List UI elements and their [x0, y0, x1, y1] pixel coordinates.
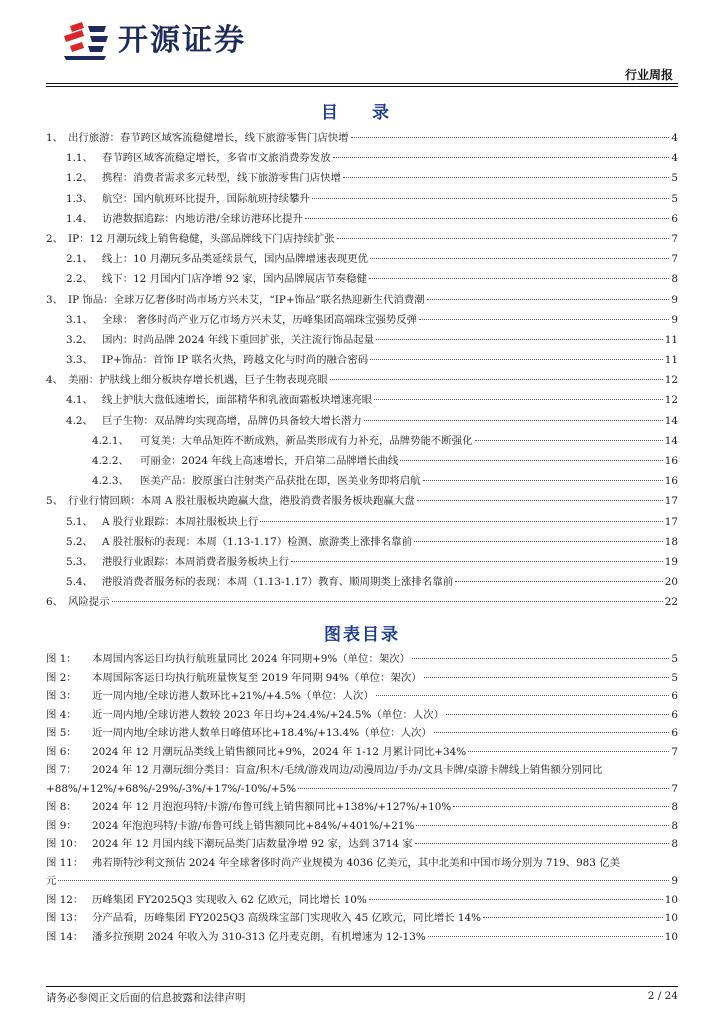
footer-disclaimer: 请务必参阅正文后面的信息披露和法律声明	[46, 992, 246, 1004]
toc-entry-number: 4.2.1、	[92, 434, 129, 447]
figure-entry[interactable]	[46, 724, 678, 743]
toc-entry-title: 可复美：大单品矩阵不断成熟，新品类形成有力补充，品牌势能不断强化	[140, 434, 473, 447]
toc-leader-dots	[260, 521, 662, 522]
logo-mark-icon	[60, 20, 112, 62]
figure-label: 图 7：	[46, 764, 77, 776]
figure-page: 6	[671, 708, 678, 721]
toc-entry-title: 可丽金：2024 年线上高速增长，开启第二品牌增长曲线	[140, 455, 399, 467]
toc-leader-dots	[414, 541, 663, 542]
figure-entry[interactable]	[46, 650, 678, 669]
figure-label: 图 6：	[46, 745, 77, 758]
toc-entry-number: 5、	[46, 495, 64, 508]
toc-entry-page: 18	[664, 535, 678, 548]
figure-leader-dots	[428, 936, 663, 937]
figure-entry[interactable]	[46, 928, 678, 947]
figure-label: 图 1：	[46, 653, 77, 665]
toc-entry-page: 4	[671, 132, 678, 144]
toc-leader-dots	[370, 258, 669, 259]
footer-divider	[46, 986, 678, 987]
figure-entry[interactable]	[46, 687, 678, 706]
figure-entry[interactable]	[46, 835, 678, 854]
toc-entry-title: 港股消费者服务标的表现：本周（1.13-1.17）教育、顺周期类上涨排名靠前	[102, 576, 454, 589]
brand-name: 开源证券	[118, 23, 246, 58]
toc-entry[interactable]	[46, 471, 678, 491]
figure-page: 10	[664, 930, 678, 943]
toc-entry-title: 医美产品：胶原蛋白注射类产品获批在即，医美业务即将启航	[140, 475, 421, 488]
figure-page: 6	[671, 727, 678, 739]
toc-entry[interactable]	[46, 209, 678, 229]
figure-label: 图 10：	[46, 838, 84, 850]
figure-page: 9	[671, 875, 678, 887]
toc-leader-dots	[376, 339, 663, 340]
toc-entry-page: 17	[664, 515, 678, 528]
toc-entry-page: 8	[671, 273, 678, 286]
toc-leader-dots	[312, 198, 670, 199]
toc-entry-page: 7	[671, 232, 678, 245]
toc-entry-page: 20	[664, 576, 678, 589]
figure-page: 10	[664, 893, 678, 906]
figure-page: 8	[671, 819, 678, 832]
toc-entry-page: 22	[664, 596, 678, 609]
toc-entry-title: IP+饰品：首饰 IP 联名火热，跨越文化与时尚的融合密码	[102, 354, 369, 367]
toc-leader-dots	[423, 480, 663, 481]
figure-page: 7	[671, 782, 678, 795]
figure-caption: 2024 年 12 月潮玩细分类目：盲盒/积木/毛绒/游戏周边/动漫周边/手办/文具卡牌/桌游卡牌线上销售额分别同比	[92, 764, 603, 776]
toc-entry[interactable]	[46, 189, 678, 209]
toc-entry[interactable]	[46, 128, 678, 148]
toc-leader-dots	[370, 359, 663, 360]
header-divider	[46, 83, 678, 84]
toc-entry-page: 12	[664, 374, 678, 387]
toc-leader-dots	[427, 299, 670, 300]
toc-entry-number: 4、	[46, 374, 64, 387]
toc-entry-number: 2.1、	[66, 253, 93, 266]
toc-entry[interactable]	[46, 249, 678, 269]
toc-leader-dots	[333, 157, 670, 158]
figure-caption: 2024 年泡泡玛特/卡游/布鲁可线上销售额同比+84%/+401%/+21%	[92, 819, 415, 832]
figure-entry[interactable]	[46, 817, 678, 836]
toc-leader-dots	[305, 218, 669, 219]
toc-entry-title: A 股社服标的表现：本周（1.13-1.17）检测、旅游类上涨排名靠前	[102, 535, 412, 548]
toc-entry-title: 风险提示	[68, 596, 110, 609]
figure-leader-dots	[446, 714, 669, 715]
toc-entry-title: IP 饰品：全球万亿奢侈时尚市场方兴未艾，“IP+饰品”联名热迎新生代消费潮	[68, 293, 425, 306]
toc-title: 目 录	[321, 103, 403, 123]
figure-leader-dots	[434, 732, 670, 733]
toc-leader-dots	[364, 420, 663, 421]
toc-entry-number: 2.2、	[66, 273, 93, 286]
figure-caption-continued: 元	[46, 875, 57, 887]
toc-entry-number: 1.4、	[66, 212, 93, 225]
toc-entry-title: 出行旅游：春节跨区域客流稳健增长，线下旅游零售门店快增	[68, 132, 349, 144]
figure-caption: 2024 年 12 月潮玩品类线上销售额同比+9%，2024 年 1-12 月累计同比+34%	[92, 745, 467, 758]
toc-entry[interactable]	[46, 411, 678, 431]
figure-leader-dots	[483, 917, 663, 918]
toc-entry[interactable]	[46, 148, 678, 168]
toc-entry-page: 9	[671, 293, 678, 306]
figure-caption: 近一周内地/全球访港人数环比+21%/+4.5%（单位：人次）	[92, 690, 374, 702]
toc-entry[interactable]	[46, 168, 678, 188]
figure-label: 图 5：	[46, 727, 77, 739]
figure-label: 图 3：	[46, 690, 77, 702]
page-header	[0, 0, 724, 90]
toc-entry-number: 5.1、	[66, 515, 93, 528]
figure-entry[interactable]	[46, 743, 678, 762]
toc-entry-number: 5.3、	[66, 555, 93, 568]
figure-page: 5	[671, 671, 678, 684]
toc-entry-number: 3.3、	[66, 354, 93, 367]
figure-leader-dots	[416, 825, 669, 826]
toc-entry-number: 4.2.3、	[92, 475, 129, 488]
toc-entry-title: 巨子生物：双品牌均实现高增，品牌仍具备较大增长潜力	[102, 414, 362, 427]
figure-leader-dots	[424, 677, 670, 678]
figure-label: 图 12：	[46, 893, 84, 906]
toc-entry-page: 9	[671, 313, 678, 326]
toc-entry-page: 14	[664, 414, 678, 427]
toc-entry-number: 5.4、	[66, 576, 93, 589]
figure-leader-dots	[412, 658, 669, 659]
figure-entry[interactable]	[46, 706, 678, 725]
toc-entry[interactable]	[46, 572, 678, 592]
figure-page: 7	[671, 745, 678, 758]
figure-label: 图 8：	[46, 801, 77, 813]
figure-entry[interactable]	[46, 891, 678, 910]
toc-entry-page: 16	[664, 475, 678, 488]
figure-entry[interactable]	[46, 854, 678, 891]
toc-leader-dots	[419, 319, 669, 320]
toc-leader-dots	[330, 379, 663, 380]
figure-leader-dots	[298, 788, 669, 789]
page-number: 2 / 24	[647, 990, 678, 1002]
toc-entry-number: 3.2、	[66, 333, 93, 346]
toc-entry-title: 线上护肤大盘低速增长，面部精华和乳液面霜板块增速亮眼	[102, 394, 373, 407]
toc-entry-number: 1、	[46, 132, 64, 144]
figure-label: 图 14：	[46, 930, 84, 943]
figures-title: 图表目录	[324, 625, 400, 645]
figure-leader-dots	[369, 899, 663, 900]
toc-entry-title: 美丽：护肤线上细分板块存增长机遇，巨子生物表现亮眼	[68, 374, 328, 387]
toc-leader-dots	[291, 561, 663, 562]
toc-entry-page: 5	[671, 192, 678, 205]
figure-caption: 分产品看，历峰集团 FY2025Q3 高级珠宝部门实现收入 45 亿欧元，同比增长 14%	[92, 912, 482, 924]
toc-entry-title: 行业行情回顾：本周 A 股社服板块跑赢大盘，港股消费者服务板块跑赢大盘	[68, 495, 415, 508]
toc-entry-page: 5	[671, 172, 678, 185]
figure-caption: 潘多拉预期 2024 年收入为 310-313 亿丹麦克朗，有机增速为 12-13%	[92, 930, 426, 943]
toc-entry-title: 全球： 奢侈时尚产业万亿市场方兴未艾，历峰集团高端珠宝强势反弹	[102, 313, 418, 326]
toc-entry-page: 4	[671, 152, 678, 165]
figure-page: 8	[671, 838, 678, 850]
toc-entry[interactable]	[46, 451, 678, 471]
company-logo	[60, 20, 310, 62]
toc-entry-number: 4.1、	[66, 394, 93, 407]
figure-caption: 2024 年 12 月国内线下潮玩品类门店数量净增 92 家，达到 3714 家	[92, 838, 413, 850]
toc-entry-page: 12	[664, 394, 678, 407]
figure-leader-dots	[58, 880, 669, 881]
toc-entry[interactable]	[46, 370, 678, 390]
toc-entry[interactable]	[46, 431, 678, 451]
toc-entry[interactable]	[46, 592, 678, 612]
toc-entry-number: 3.1、	[66, 313, 93, 326]
toc-entry-title: A 股行业跟踪：本周社服板块上行	[102, 515, 259, 528]
figure-caption: 弗若斯特沙利文预估 2024 年全球奢侈时尚产业规模为 4036 亿美元，其中北美和中国市场分别为 719、983 亿美	[92, 856, 620, 869]
header-divider-thin	[46, 86, 678, 87]
figure-label: 图 2：	[46, 671, 77, 684]
figure-caption-continued: +88%/+12%/+68%/-29%/-3%/+17%/-10%/+5%	[46, 782, 297, 795]
toc-entry[interactable]	[46, 512, 678, 532]
figure-caption: 近一周内地/全球访港人数较 2023 年日均+24.4%/+24.5%（单位：人次）	[92, 708, 445, 721]
toc-entry-number: 1.1、	[66, 152, 93, 165]
toc-entry[interactable]	[46, 491, 678, 511]
figure-leader-dots	[415, 843, 670, 844]
figure-label: 图 9：	[46, 819, 77, 832]
figure-leader-dots	[453, 806, 669, 807]
toc-entry-number: 6、	[46, 596, 64, 609]
toc-entry-number: 1.3、	[66, 192, 93, 205]
toc-entry-title: 港股行业跟踪：本周消费者服务板块上行	[102, 555, 290, 568]
toc-entry-title: 携程：消费者需求多元转型，线下旅游零售门店快增	[102, 172, 341, 185]
toc-entry-number: 1.2、	[66, 172, 93, 185]
toc-leader-dots	[112, 601, 663, 602]
toc-entry-title: 春节跨区域客流稳定增长，多省市文旅消费券发放	[102, 152, 331, 165]
toc-entry-number: 2、	[46, 232, 64, 245]
toc-entry-title: 航空：国内航班环比提升，国际航班持续攀升	[102, 192, 310, 205]
toc-entry[interactable]	[46, 290, 678, 310]
figure-caption: 历峰集团 FY2025Q3 实现收入 62 亿欧元，同比增长 10%	[92, 893, 367, 906]
toc-entry[interactable]	[46, 310, 678, 330]
figure-label: 图 11：	[46, 856, 84, 869]
toc-leader-dots	[400, 460, 662, 461]
toc-entry[interactable]	[46, 269, 678, 289]
figure-entry[interactable]	[46, 669, 678, 688]
toc-entry[interactable]	[46, 390, 678, 410]
toc-entry-number: 4.2、	[66, 414, 93, 427]
toc-entry[interactable]	[46, 350, 678, 370]
toc-leader-dots	[455, 581, 663, 582]
figure-page: 10	[664, 912, 678, 924]
toc-entry-title: 国内：时尚品牌 2024 年线下重回扩张，关注流行饰品起量	[102, 333, 375, 346]
toc-leader-dots	[374, 399, 663, 400]
toc-entry-page: 11	[664, 333, 678, 346]
toc-entry[interactable]	[46, 532, 678, 552]
toc-entry-number: 3、	[46, 293, 64, 306]
figure-caption: 近一周内地/全球访港人数单日峰值环比+18.4%/+13.4%（单位：人次）	[92, 727, 432, 739]
toc-entry-title: IP：12 月潮玩线上销售稳健，头部品牌线下门店持续扩张	[68, 232, 335, 245]
figure-label: 图 4：	[46, 708, 77, 721]
toc-entry-page: 17	[664, 495, 678, 508]
table-of-contents	[46, 128, 678, 613]
toc-entry-number: 4.2.2、	[92, 455, 129, 467]
toc-entry-page: 19	[664, 555, 678, 568]
figure-caption: 2024 年 12 月泡泡玛特/卡游/布鲁可线上销售额同比+138%/+127%/+10%	[92, 801, 452, 813]
toc-entry-number: 5.2、	[66, 535, 93, 548]
figure-caption: 本周国内客运日均执行航班量同比 2024 年同期+9%（单位：架次）	[92, 653, 411, 665]
toc-entry-page: 11	[664, 354, 678, 367]
figure-entry[interactable]	[46, 761, 678, 798]
toc-entry-page: 14	[664, 434, 678, 447]
figure-page: 6	[671, 690, 678, 702]
toc-entry-title: 线上：10 月潮玩多品类延续景气，国内品牌增速表现更优	[102, 253, 368, 266]
report-type: 行业周报	[624, 68, 673, 82]
figures-list	[46, 650, 678, 946]
figure-caption: 本周国际客运日均执行航班量恢复至 2019 年同期 94%（单位：架次）	[92, 671, 422, 684]
toc-leader-dots	[343, 177, 669, 178]
figure-leader-dots	[468, 751, 669, 752]
toc-leader-dots	[351, 137, 670, 138]
toc-entry-page: 6	[671, 212, 678, 225]
toc-entry-title: 访港数据追踪：内地访港/全球访港环比提升	[102, 212, 303, 225]
toc-leader-dots	[417, 500, 663, 501]
toc-entry[interactable]	[46, 330, 678, 350]
toc-leader-dots	[475, 440, 663, 441]
figure-entry[interactable]	[46, 798, 678, 817]
toc-entry[interactable]	[46, 552, 678, 572]
toc-leader-dots	[369, 278, 669, 279]
toc-entry-page: 7	[671, 253, 678, 266]
figure-page: 5	[671, 653, 678, 665]
toc-entry[interactable]	[46, 229, 678, 249]
figure-label: 图 13：	[46, 912, 84, 924]
figure-entry[interactable]	[46, 909, 678, 928]
toc-leader-dots	[337, 238, 670, 239]
figure-page: 8	[671, 801, 678, 813]
toc-entry-page: 16	[664, 455, 678, 467]
figure-leader-dots	[376, 695, 670, 696]
toc-entry-title: 线下：12 月国内门店净增 92 家，国内品牌展店节奏稳健	[102, 273, 367, 286]
